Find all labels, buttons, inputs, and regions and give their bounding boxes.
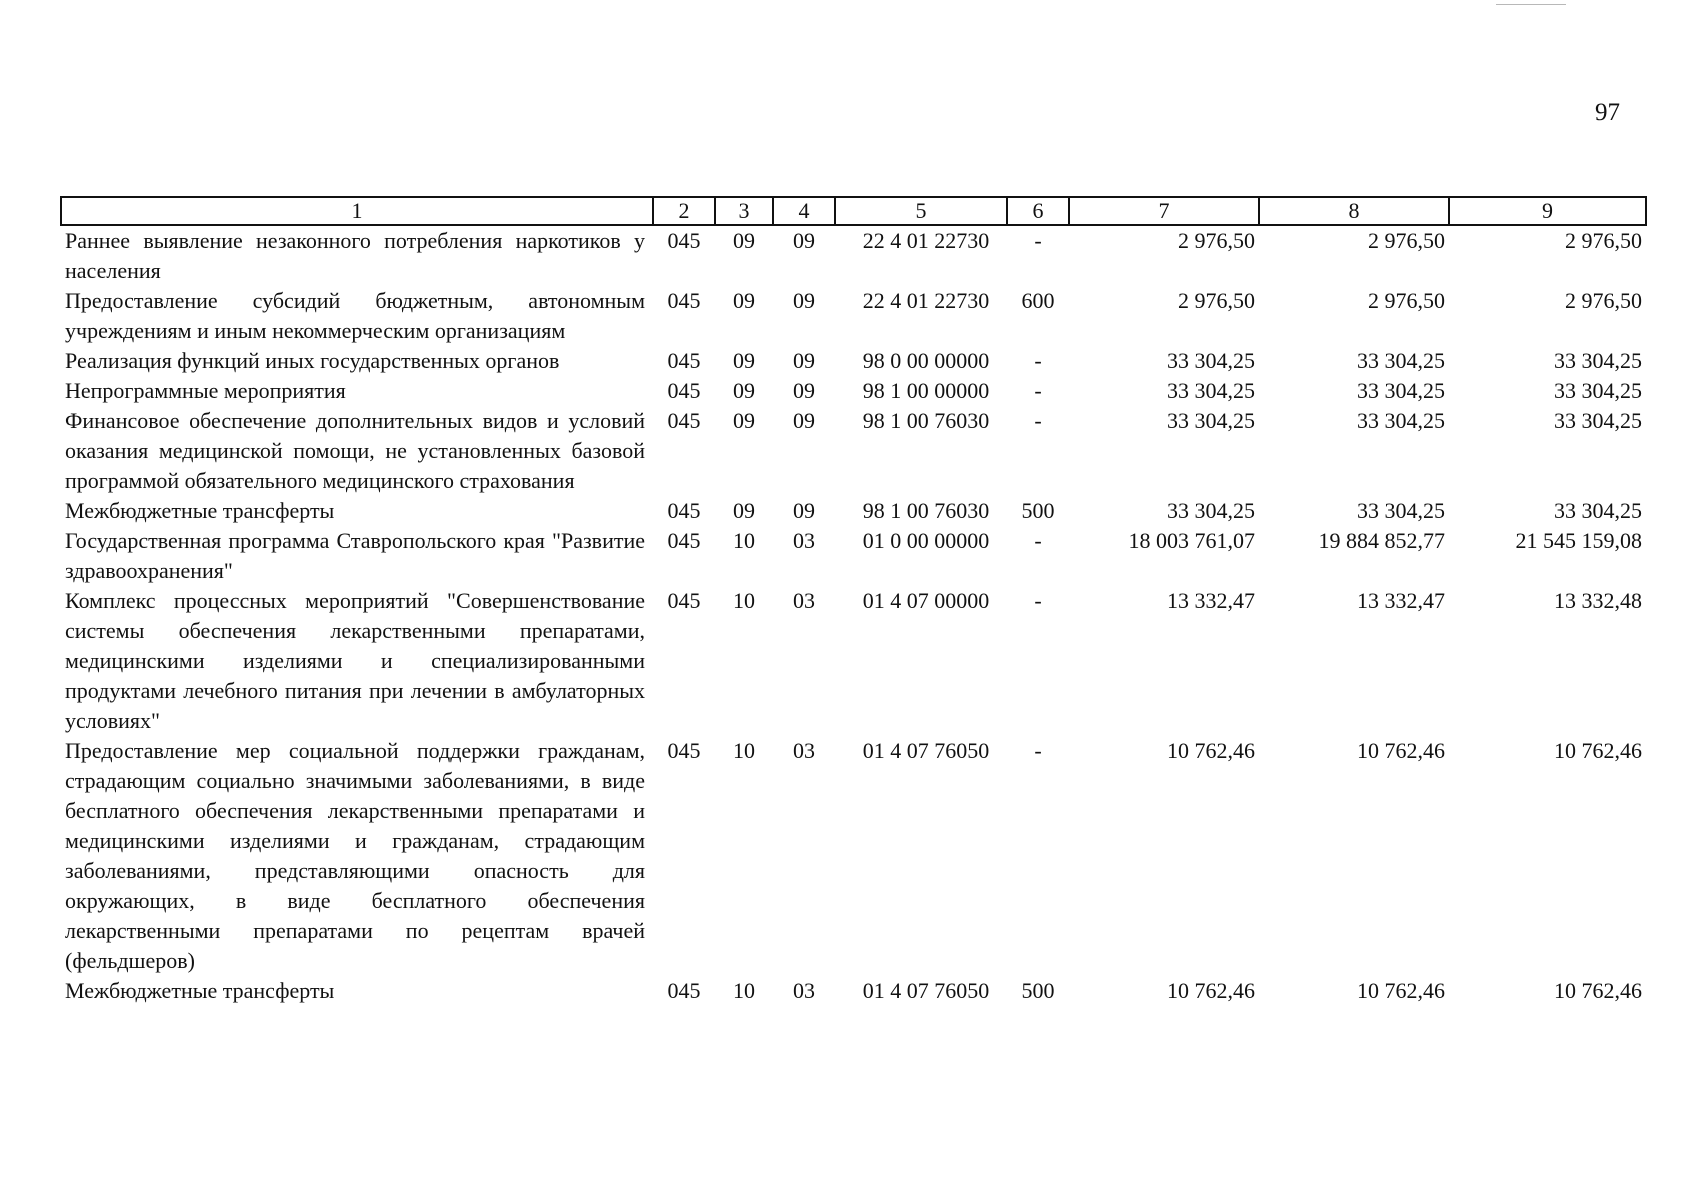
table-row bbox=[61, 376, 1646, 406]
header-col-8: 8 bbox=[1259, 197, 1449, 225]
row-name: Непрограммные мероприятия bbox=[65, 378, 346, 403]
row-section: 10 bbox=[733, 588, 755, 613]
row-amount-col-7: 13 332,47 bbox=[1167, 588, 1255, 613]
row-section: 09 bbox=[733, 288, 755, 313]
table-row bbox=[61, 586, 1646, 736]
row-section: 10 bbox=[733, 738, 755, 763]
row-target-article: 22 4 01 22730 bbox=[862, 228, 990, 253]
row-target-article: 01 0 00 00000 bbox=[862, 528, 990, 553]
row-expense-type: - bbox=[1034, 408, 1042, 433]
row-section: 09 bbox=[733, 498, 755, 523]
table-row bbox=[61, 406, 1646, 496]
row-amount-col-9: 13 332,48 bbox=[1554, 588, 1642, 613]
page-number: 97 bbox=[1595, 99, 1620, 126]
row-expense-type: - bbox=[1034, 528, 1042, 553]
row-amount-col-8: 33 304,25 bbox=[1357, 348, 1445, 373]
row-subsection: 03 bbox=[793, 588, 815, 613]
row-target-article: 01 4 07 76050 bbox=[862, 738, 990, 763]
table-row bbox=[61, 286, 1646, 346]
row-amount-col-9: 10 762,46 bbox=[1554, 738, 1642, 763]
row-admin-code: 045 bbox=[667, 498, 701, 523]
table-row bbox=[61, 496, 1646, 526]
row-amount-col-8: 10 762,46 bbox=[1357, 738, 1445, 763]
table-row bbox=[61, 225, 1646, 286]
header-col-5: 5 bbox=[835, 197, 1007, 225]
row-subsection: 09 bbox=[793, 378, 815, 403]
row-expense-type: 600 bbox=[1021, 288, 1055, 313]
row-amount-col-7: 2 976,50 bbox=[1178, 288, 1255, 313]
row-amount-col-7: 33 304,25 bbox=[1167, 408, 1255, 433]
row-admin-code: 045 bbox=[667, 738, 701, 763]
row-admin-code: 045 bbox=[667, 528, 701, 553]
table-row bbox=[61, 346, 1646, 376]
row-section: 10 bbox=[733, 528, 755, 553]
header-col-2: 2 bbox=[653, 197, 715, 225]
row-amount-col-9: 10 762,46 bbox=[1554, 978, 1642, 1003]
header-row bbox=[61, 197, 1646, 225]
row-subsection: 03 bbox=[793, 978, 815, 1003]
row-name: Реализация функций иных государственных органов bbox=[65, 348, 560, 373]
row-amount-col-8: 19 884 852,77 bbox=[1318, 528, 1445, 553]
row-admin-code: 045 bbox=[667, 588, 701, 613]
row-name: Комплекс процессных мероприятий "Совершенствование системы обеспечения лекарственными препаратами, медицинскими изделиями и специализированными продуктами лечебного питания при лечении в амбулаторных условиях" bbox=[65, 588, 645, 733]
row-amount-col-7: 33 304,25 bbox=[1167, 378, 1255, 403]
row-amount-col-8: 2 976,50 bbox=[1368, 288, 1445, 313]
row-target-article: 01 4 07 00000 bbox=[862, 588, 990, 613]
row-subsection: 09 bbox=[793, 408, 815, 433]
row-expense-type: - bbox=[1034, 348, 1042, 373]
row-amount-col-8: 33 304,25 bbox=[1357, 498, 1445, 523]
header-col-1: 1 bbox=[61, 197, 653, 225]
row-amount-col-8: 33 304,25 bbox=[1357, 408, 1445, 433]
row-amount-col-9: 33 304,25 bbox=[1554, 378, 1642, 403]
row-amount-col-7: 33 304,25 bbox=[1167, 498, 1255, 523]
row-expense-type: - bbox=[1034, 378, 1042, 403]
row-amount-col-7: 10 762,46 bbox=[1167, 978, 1255, 1003]
row-amount-col-7: 18 003 761,07 bbox=[1128, 528, 1255, 553]
row-target-article: 98 0 00 00000 bbox=[862, 348, 990, 373]
header-col-6: 6 bbox=[1007, 197, 1069, 225]
row-amount-col-9: 33 304,25 bbox=[1554, 408, 1642, 433]
row-expense-type: - bbox=[1034, 738, 1042, 763]
header-col-4: 4 bbox=[773, 197, 835, 225]
row-amount-col-7: 33 304,25 bbox=[1167, 348, 1255, 373]
row-name: Межбюджетные трансферты bbox=[65, 498, 335, 523]
row-subsection: 03 bbox=[793, 738, 815, 763]
row-subsection: 09 bbox=[793, 348, 815, 373]
row-section: 09 bbox=[733, 228, 755, 253]
row-expense-type: 500 bbox=[1021, 498, 1055, 523]
row-amount-col-8: 10 762,46 bbox=[1357, 978, 1445, 1003]
row-admin-code: 045 bbox=[667, 288, 701, 313]
row-name: Межбюджетные трансферты bbox=[65, 978, 335, 1003]
row-amount-col-8: 2 976,50 bbox=[1368, 228, 1445, 253]
row-target-article: 98 1 00 76030 bbox=[862, 498, 990, 523]
row-amount-col-9: 33 304,25 bbox=[1554, 498, 1642, 523]
row-expense-type: - bbox=[1034, 228, 1042, 253]
row-target-article: 98 1 00 00000 bbox=[862, 378, 990, 403]
table-header bbox=[61, 197, 1646, 225]
row-name: Раннее выявление незаконного потребления наркотиков у населения bbox=[65, 228, 645, 283]
header-col-3: 3 bbox=[715, 197, 773, 225]
row-expense-type: - bbox=[1034, 588, 1042, 613]
row-name: Финансовое обеспечение дополнительных видов и условий оказания медицинской помощи, не установленных базовой программой обязательного медицинского страхования bbox=[65, 408, 645, 493]
row-section: 09 bbox=[733, 348, 755, 373]
row-section: 09 bbox=[733, 408, 755, 433]
row-name: Предоставление субсидий бюджетным, автономным учреждениям и иным некоммерческим организациям bbox=[65, 288, 645, 343]
row-amount-col-9: 21 545 159,08 bbox=[1515, 528, 1642, 553]
row-subsection: 09 bbox=[793, 228, 815, 253]
row-target-article: 22 4 01 22730 bbox=[862, 288, 990, 313]
row-admin-code: 045 bbox=[667, 228, 701, 253]
row-admin-code: 045 bbox=[667, 978, 701, 1003]
row-admin-code: 045 bbox=[667, 408, 701, 433]
table-body bbox=[61, 225, 1646, 1006]
table-row bbox=[61, 736, 1646, 976]
row-name: Государственная программа Ставропольского края "Развитие здравоохранения" bbox=[65, 528, 645, 583]
row-amount-col-7: 10 762,46 bbox=[1167, 738, 1255, 763]
row-amount-col-8: 33 304,25 bbox=[1357, 378, 1445, 403]
row-target-article: 98 1 00 76030 bbox=[862, 408, 990, 433]
header-col-9: 9 bbox=[1449, 197, 1646, 225]
row-subsection: 09 bbox=[793, 288, 815, 313]
scan-edge-mark bbox=[1496, 4, 1566, 5]
row-amount-col-9: 33 304,25 bbox=[1554, 348, 1642, 373]
table-row bbox=[61, 526, 1646, 586]
row-name: Предоставление мер социальной поддержки гражданам, страдающим социально значимыми заболеваниями, в виде бесплатного обеспечения лекарственными препаратами и медицинскими изделиями и гражданам, страдающим заболеваниями, представляющими опасность для окружающих, в виде бесплатного обеспечения лекарственными препаратами по рецептам врачей (фельдшеров) bbox=[65, 738, 645, 973]
row-subsection: 03 bbox=[793, 528, 815, 553]
row-admin-code: 045 bbox=[667, 348, 701, 373]
row-amount-col-8: 13 332,47 bbox=[1357, 588, 1445, 613]
row-section: 09 bbox=[733, 378, 755, 403]
row-section: 10 bbox=[733, 978, 755, 1003]
budget-table bbox=[60, 196, 1647, 1006]
row-subsection: 09 bbox=[793, 498, 815, 523]
row-target-article: 01 4 07 76050 bbox=[862, 978, 990, 1003]
header-col-7: 7 bbox=[1069, 197, 1259, 225]
row-expense-type: 500 bbox=[1021, 978, 1055, 1003]
table-row bbox=[61, 976, 1646, 1006]
row-amount-col-9: 2 976,50 bbox=[1565, 288, 1642, 313]
row-amount-col-9: 2 976,50 bbox=[1565, 228, 1642, 253]
row-amount-col-7: 2 976,50 bbox=[1178, 228, 1255, 253]
row-admin-code: 045 bbox=[667, 378, 701, 403]
